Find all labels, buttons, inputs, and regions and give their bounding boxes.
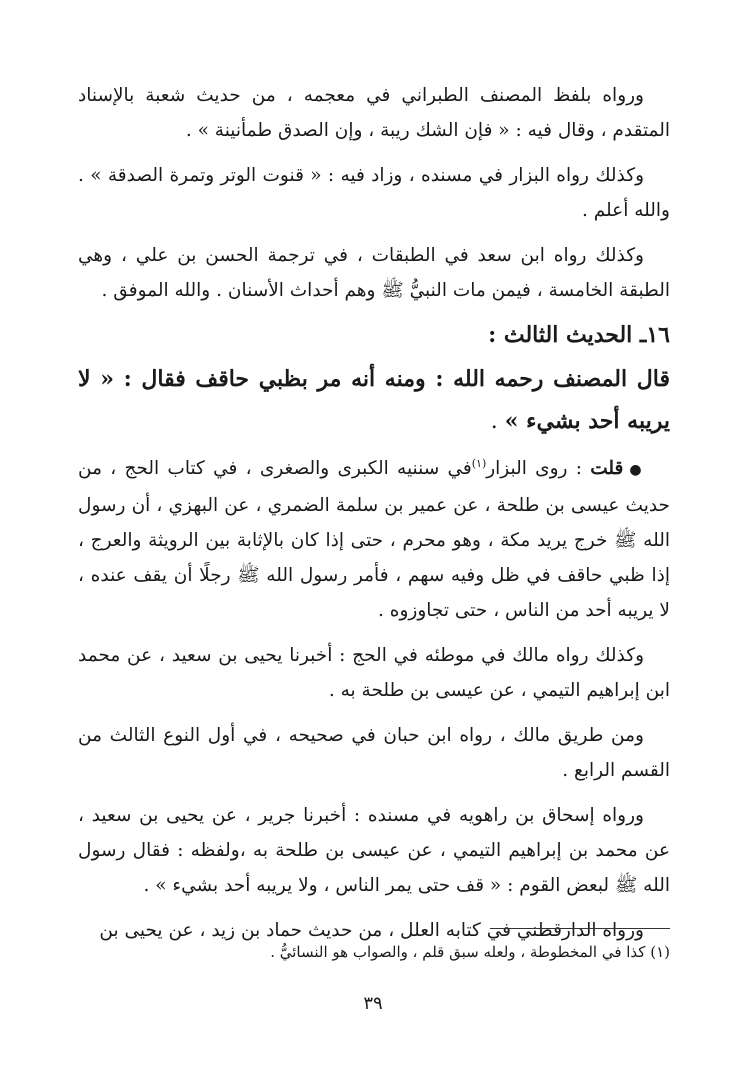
- paragraph-malik: وكذلك رواه مالك في موطئه في الحج : أخبرنا يحيى بن سعيد ، عن محمد ابن إبراهيم التيمي ، عن عيسى بن طلحة به .: [78, 645, 670, 701]
- hadith-heading: ١٦ـ الحديث الثالث :: [488, 322, 670, 348]
- commentary-lead: قلت: [590, 458, 624, 479]
- bullet-icon: ●: [629, 462, 644, 478]
- author-quote-text: قال المصنف رحمه الله : ومنه أنه مر بظبي حاقف فقال : « لا يريبه أحد بشيء »: [78, 366, 670, 434]
- paragraph-ibn-hibban: ومن طريق مالك ، رواه ابن حبان في صحيحه ، في أول النوع الثالث من القسم الرابع .: [78, 725, 670, 781]
- page-body: [78, 78, 670, 1058]
- commentary-text: في سننيه الكبرى والصغرى ، في كتاب الحج ، من حديث عيسى بن طلحة ، عن عمير بن سلمة الضمري ، عن البهزي ، أن رسول الله ﷺ خرج يريد مكة ، وهو محرم ، حتى إذا كان بالإثابة بين الرويثة والعرج ، إذا ظبي حاقف في ظل وفيه سهم ، فأمر رسول الله ﷺ رجلًا أن يقف عنده ، لا يريبه أحد من الناس ، حتى تجاوزوه .: [78, 458, 670, 621]
- page-number: ٣٩: [363, 993, 383, 1014]
- commentary-paragraph: [78, 451, 670, 628]
- paragraph-ishaq: ورواه إسحاق بن راهويه في مسنده : أخبرنا جرير ، عن يحيى بن سعيد ، عن محمد بن إبراهيم التيمي ، عن عيسى بن طلحة به ،ولفظه : فقال رسول الله ﷺ لبعض القوم : « قف حتى يمر الناس ، ولا يريبه أحد بشيء » .: [78, 805, 670, 896]
- paragraph-tabarani: ورواه بلفظ المصنف الطبراني في معجمه ، من حديث شعبة بالإسناد المتقدم ، وقال فيه : « فإن الشك ريبة ، وإن الصدق طمأنينة » .: [78, 85, 670, 141]
- paragraph-bazzar: وكذلك رواه البزار في مسنده ، وزاد فيه : « قنوت الوتر وتمرة الصدقة » . والله أعلم .: [78, 165, 670, 221]
- footnote-marker: (١): [471, 456, 487, 470]
- paragraph-daraqutni: ورواه الدارقطني في كتابه العلل ، من حديث حماد بن زيد ، عن يحيى بن: [99, 920, 644, 941]
- commentary-intro: : روى البزار: [486, 458, 591, 479]
- footnote-divider: [490, 928, 670, 929]
- footnote: (١) كذا في المخطوطة ، ولعله سبق قلم ، والصواب هو النسائيُّ .: [270, 943, 670, 961]
- author-quote-tail: .: [490, 409, 505, 434]
- paragraph-ibn-saad: وكذلك رواه ابن سعد في الطبقات ، في ترجمة الحسن بن علي ، وهي الطبقة الخامسة ، فيمن مات النبيُّ ﷺ وهم أحداث الأسنان . والله الموفق .: [78, 245, 670, 301]
- author-quote: [78, 358, 670, 443]
